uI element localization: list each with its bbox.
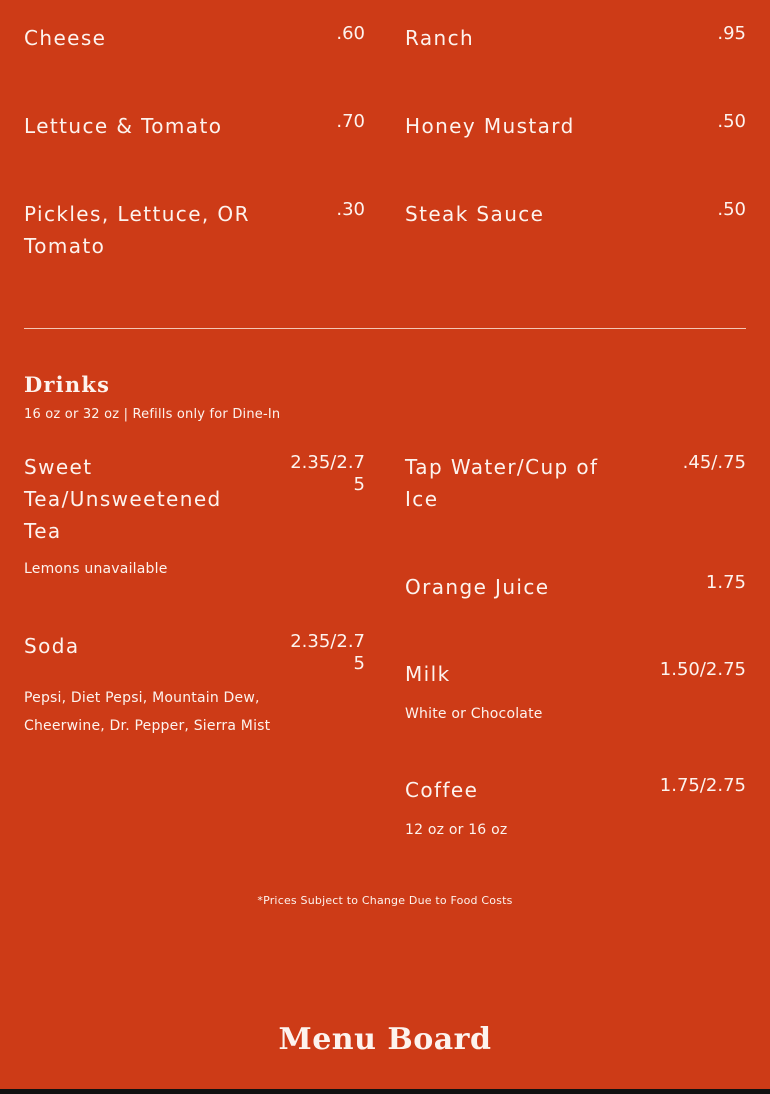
- item-price: .70: [336, 111, 365, 132]
- item-price: .50: [717, 199, 746, 220]
- item-description: Pepsi, Diet Pepsi, Mountain Dew, Cheerwine, Dr. Pepper, Sierra Mist: [24, 690, 271, 734]
- item-name: Honey Mustard: [405, 114, 575, 138]
- item-name: Soda: [24, 634, 80, 658]
- item-price: .30: [336, 199, 365, 220]
- item-name: Cheese: [24, 26, 107, 50]
- item-description: White or Chocolate: [405, 706, 543, 722]
- item-price: 1.50/2.75: [659, 659, 746, 680]
- section-divider: [24, 328, 746, 329]
- item-name: Steak Sauce: [405, 202, 545, 226]
- menu-board-title: Menu Board: [278, 1022, 492, 1057]
- item-name: Sweet Tea/Unsweetened Tea: [24, 455, 222, 543]
- item-name: Orange Juice: [405, 575, 550, 599]
- item-name: Ranch: [405, 26, 475, 50]
- item-name: Milk: [405, 662, 451, 686]
- item-name: Tap Water/Cup of Ice: [405, 455, 599, 511]
- item-name: Lettuce & Tomato: [24, 114, 223, 138]
- item-price: .50: [717, 111, 746, 132]
- item-price: 2.35/2.75: [290, 631, 365, 674]
- drinks-section-title: Drinks: [24, 372, 111, 397]
- price-footnote: *Prices Subject to Change Due to Food Costs: [257, 894, 513, 907]
- item-price: 1.75/2.75: [659, 775, 746, 796]
- item-price: .95: [717, 23, 746, 44]
- item-price: .45/.75: [682, 452, 746, 473]
- drinks-section-subtitle: 16 oz or 32 oz | Refills only for Dine-In: [24, 407, 281, 422]
- bottom-bar: [0, 1089, 770, 1094]
- item-name: Pickles, Lettuce, OR Tomato: [24, 202, 250, 258]
- item-name: Coffee: [405, 778, 479, 802]
- item-price: 2.35/2.75: [290, 452, 365, 495]
- item-price: .60: [336, 23, 365, 44]
- item-description: 12 oz or 16 oz: [405, 822, 508, 838]
- item-price: 1.75: [705, 572, 746, 593]
- item-description: Lemons unavailable: [24, 561, 168, 577]
